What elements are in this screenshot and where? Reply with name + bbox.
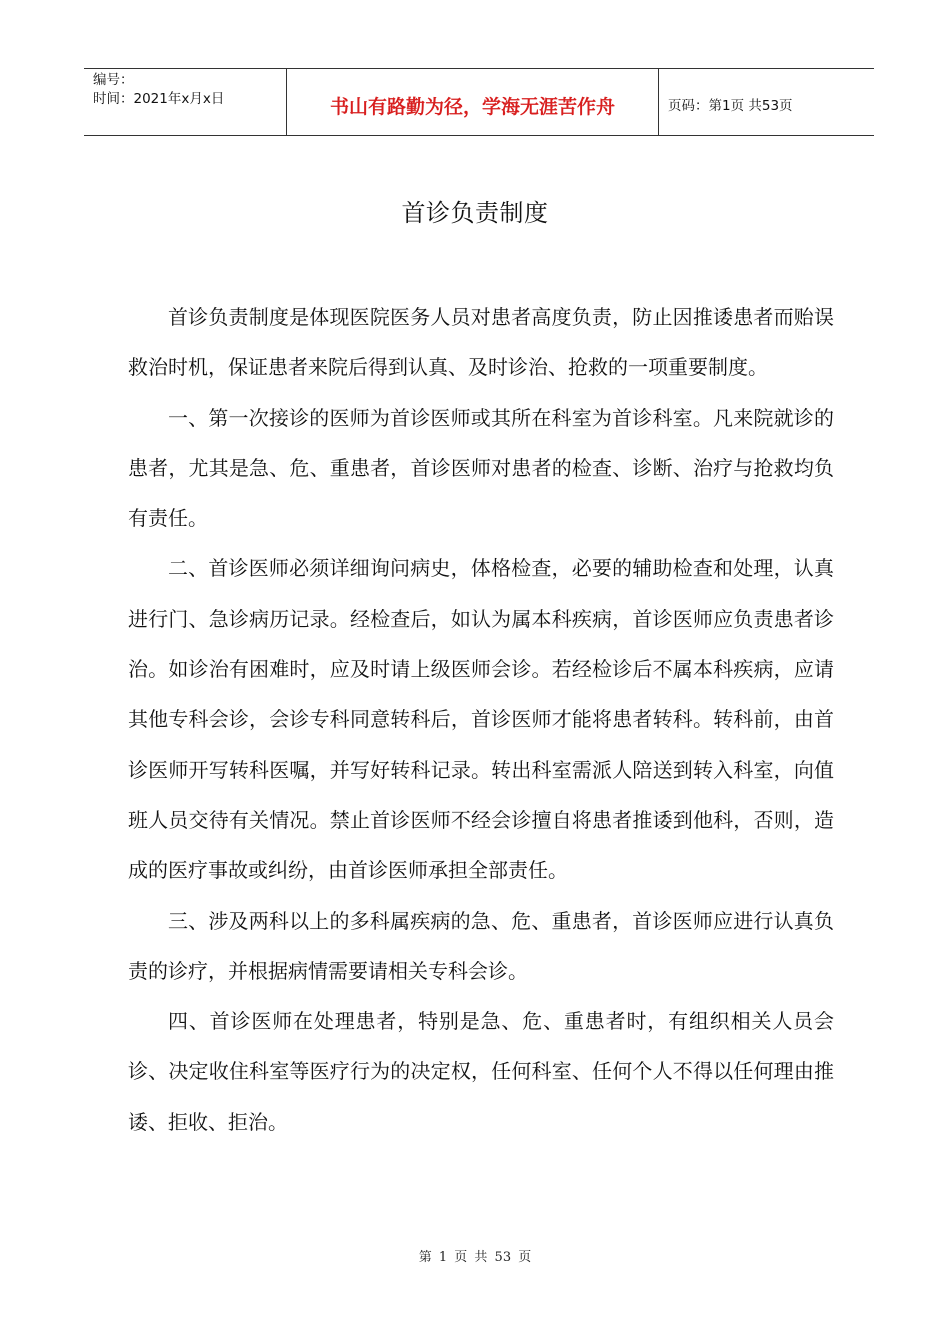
document-number-label: 编号： — [93, 72, 134, 88]
paragraph-clause-4: 四、首诊医师在处理患者，特别是急、危、重患者时，有组织相关人员会诊、决定收住科室等医疗行为的决定权，任何科室、任何个人不得以任何理由推诿、拒收、拒治。 — [128, 1009, 834, 1134]
document-body — [128, 292, 834, 1147]
document-header — [84, 68, 874, 136]
document-title: 首诊负责制度 — [401, 199, 549, 227]
paragraph-clause-2: 二、首诊医师必须详细询问病史，体格检查，必要的辅助检查和处理，认真进行门、急诊病历记录。经检查后，如认为属本科疾病，首诊医师应负责患者诊治。如诊治有困难时，应及时请上级医师会诊。若经检诊后不属本科疾病，应请其他专科会诊，会诊专科同意转科后，首诊医师才能将患者转科。转科前，由首诊医师开写转科医嘱，并写好转科记录。转出科室需派人陪送到转入科室，向值班人员交待有关情况。禁止首诊医师不经会诊擅自将患者推诿到他科，否则，造成的医疗事故或纠纷，由首诊医师承担全部责任。 — [128, 556, 834, 883]
paragraph-clause-3: 三、涉及两科以上的多科属疾病的急、危、重患者，首诊医师应进行认真负责的诊疗，并根据病情需要请相关专科会诊。 — [128, 908, 834, 983]
header-page-cell — [659, 69, 874, 135]
document-time-label: 时间：2021年x月x日 — [93, 91, 225, 107]
header-meta-cell — [84, 69, 286, 135]
header-motto: 书山有路勤为径，学海无涯苦作舟 — [329, 95, 615, 118]
paragraph-intro: 首诊负责制度是体现医院医务人员对患者高度负责，防止因推诿患者而贻误救治时机，保证患者来院后得到认真、及时诊治、抢救的一项重要制度。 — [128, 305, 834, 380]
page-footer: 第 1 页 共 53 页 — [418, 1250, 532, 1265]
header-page-info: 页码：第1页 共53页 — [668, 98, 793, 114]
paragraph-clause-1: 一、第一次接诊的医师为首诊医师或其所在科室为首诊科室。凡来院就诊的患者，尤其是急、危、重患者，首诊医师对患者的检查、诊断、治疗与抢救均负有责任。 — [128, 405, 834, 531]
header-motto-cell — [286, 69, 659, 135]
